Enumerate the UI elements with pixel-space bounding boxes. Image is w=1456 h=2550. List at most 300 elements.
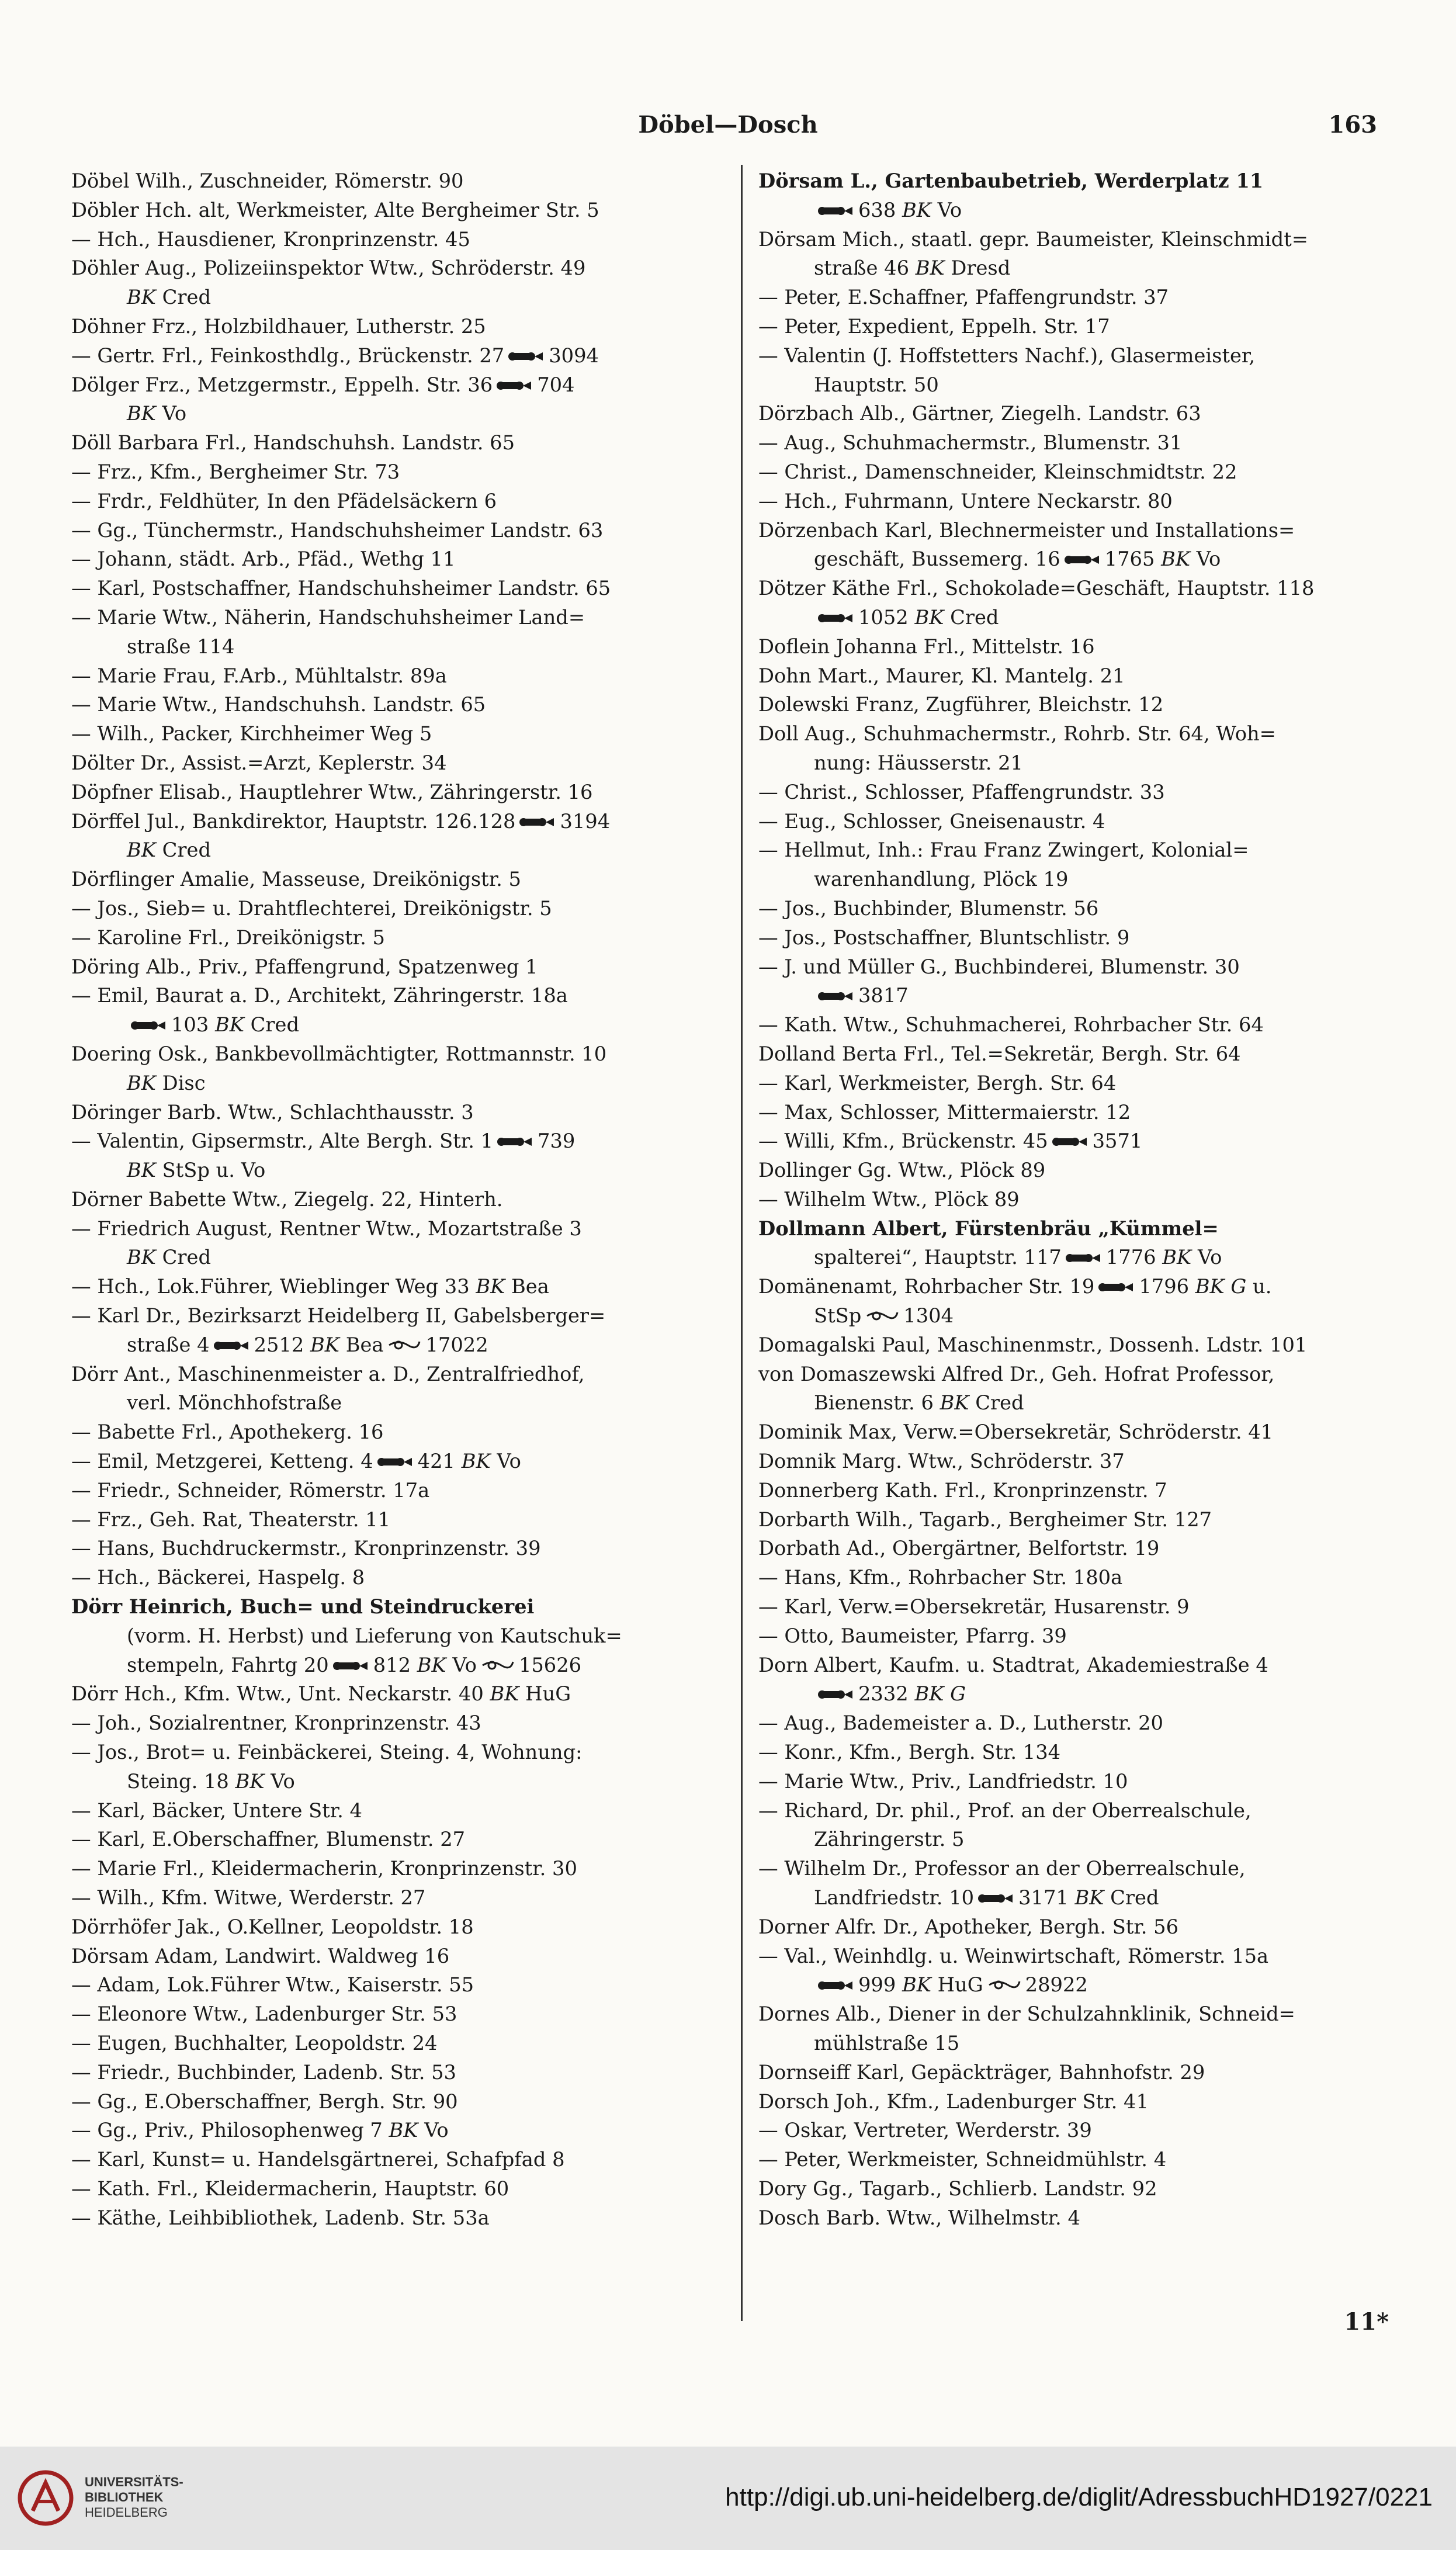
bank-code: BK [127,402,156,425]
directory-line [71,1156,726,1185]
directory-line [71,749,726,778]
directory-line [758,1796,1451,1825]
directory-line [758,1156,1451,1185]
directory-line [71,1942,726,1971]
entry-text: Döpfner Elisab., Hauptlehrer Wtw., Zähringerstr. 16 [71,780,593,803]
bank-code: BK [476,1275,505,1298]
entry-text: Dory Gg., Tagarb., Schlierb. Landstr. 92 [758,2177,1157,2200]
directory-line [758,196,1451,225]
directory-line [71,399,726,428]
entry-text: 3094 [549,344,599,367]
bank-code: BK [1162,1246,1192,1269]
entry-text: — Eug., Schlosser, Gneisenaustr. 4 [758,809,1105,833]
directory-line [71,2029,726,2058]
entry-text: — Hellmut, Inh.: Frau Franz Zwingert, Kolonial= [758,839,1249,862]
entry-text: — Hch., Hausdiener, Kronprinzenstr. 45 [71,227,470,251]
entry-text: straße 4 [127,1333,210,1356]
bank-code: BK [902,1973,931,1997]
entry-text: — Karoline Frl., Dreikönigstr. 5 [71,926,385,949]
directory-line [758,2000,1451,2029]
entry-text: Vo [1191,1246,1222,1269]
directory-line [758,1505,1451,1534]
postal-horn-icon [387,1331,422,1345]
directory-line [71,894,726,923]
directory-line [71,1214,726,1243]
entry-text: — Gg., Tünchermstr., Handschuhsheimer Landstr. 63 [71,518,604,542]
directory-line [758,1563,1451,1592]
directory-line [758,1185,1451,1214]
telephone-icon [332,1659,370,1672]
entry-text: — Gg., Priv., Philosophenweg 7 [71,2119,389,2142]
entry-text: — Jos., Postschaffner, Bluntschlistr. 9 [758,926,1130,949]
entry-text: — Val., Weinhdlg. u. Weinwirtschaft, Römerstr. 15a [758,1944,1269,1967]
directory-line [758,1679,1451,1709]
bank-code: BK [490,1682,519,1706]
entry-text: Döbel Wilh., Zuschneider, Römerstr. 90 [71,169,464,192]
directory-line [71,1970,726,2000]
directory-line [71,690,726,719]
directory-line [758,1738,1451,1767]
entry-text: Dörr Heinrich, Buch= und Steindruckerei [71,1595,535,1619]
directory-line [71,1272,726,1301]
directory-line [71,196,726,225]
entry-text: verl. Mönchhofstraße [127,1391,342,1415]
directory-line [758,1970,1451,2000]
entry-text: — Frdr., Feldhüter, In den Pfädelsäckern 6 [71,489,497,512]
bank-code: BK [389,2119,418,2142]
directory-line [71,167,726,196]
entry-text: Bea [339,1333,384,1356]
entry-text: — J. und Müller G., Buchbinderei, Blumenstr. 30 [758,955,1240,978]
entry-text: Doering Osk., Bankbevollmächtigter, Rottmannstr. 10 [71,1042,607,1065]
entry-text: — Karl, Postschaffner, Handschuhsheimer Landstr. 65 [71,577,611,600]
entry-text: Dolewski Franz, Zugführer, Bleichstr. 12 [758,693,1164,716]
bank-code: BK [940,1391,969,1415]
entry-text: Cred [155,839,212,862]
bank-code: BK [1161,548,1191,571]
directory-line [71,2203,726,2233]
directory-line [71,1505,726,1534]
directory-line [71,1592,726,1622]
telephone-icon [1098,1281,1135,1294]
entry-text: — Kath. Frl., Kleidermacherin, Hauptstr. 60 [71,2177,509,2200]
entry-text: 999 [858,1973,903,1997]
entry-text: nung: Häusserstr. 21 [814,751,1023,774]
entry-text: Dresd [944,257,1011,280]
bank-code: BK [127,286,156,309]
entry-text: Döhler Aug., Polizeiinspektor Wtw., Schröderstr. 49 [71,257,586,280]
entry-text: 739 [538,1130,576,1153]
directory-line [71,778,726,807]
directory-line [758,923,1451,952]
entry-text: Doll Aug., Schuhmachermstr., Rohrb. Str. 64, Woh= [758,722,1276,746]
entry-text: Domänenamt, Rohrbacher Str. 19 [758,1275,1095,1298]
directory-line [71,1447,726,1476]
entry-text: 1765 [1104,548,1162,571]
directory-line [758,487,1451,516]
directory-line [758,1040,1451,1069]
directory-line [758,2145,1451,2174]
entry-text: Cred [944,605,999,629]
directory-line [71,1010,726,1040]
entry-text: — Wilh., Packer, Kirchheimer Weg 5 [71,722,432,746]
entry-text: Dorner Alfr. Dr., Apotheker, Bergh. Str. 56 [758,1915,1179,1938]
entry-text: Vo [418,2119,449,2142]
entry-text: 28922 [1025,1973,1088,1997]
entry-text: — Emil, Baurat a. D., Architekt, Zähringerstr. 18a [71,984,568,1007]
postal-horn-icon [480,1651,515,1665]
library-name-line1: UNIVERSITÄTS- [85,2475,183,2489]
entry-text: — Friedr., Schneider, Römerstr. 17a [71,1478,430,1502]
entry-text: Dolland Berta Frl., Tel.=Sekretär, Bergh. Str. 64 [758,1042,1241,1065]
telephone-icon [130,1019,168,1032]
directory-line [71,428,726,458]
telephone-icon [519,816,556,829]
postal-horn-icon [987,1971,1022,1985]
entry-text: Döbler Hch. alt, Werkmeister, Alte Bergheimer Str. 5 [71,198,599,221]
directory-line [71,1098,726,1127]
entry-text: spalterei“, Hauptstr. 117 [814,1246,1062,1269]
entry-text: warenhandlung, Plöck 19 [814,868,1069,891]
entry-text: stempeln, Fahrtg 20 [127,1653,329,1676]
entry-text: Dölger Frz., Metzgermstr., Eppelh. Str. 36 [71,373,493,396]
directory-line [758,1331,1451,1360]
directory-line [758,254,1451,283]
directory-line [758,458,1451,487]
entry-text: Steing. 18 [127,1769,235,1793]
directory-line [758,1098,1451,1127]
telephone-icon [977,1892,1015,1905]
directory-line [71,487,726,516]
entry-text: Döhner Frz., Holzbildhauer, Lutherstr. 25 [71,314,486,338]
directory-line [758,981,1451,1010]
entry-text: — Friedrich August, Rentner Wtw., Mozartstraße 3 [71,1217,582,1240]
directory-line [758,341,1451,370]
entry-text: — Karl, Kunst= u. Handelsgärtnerei, Schafpfad 8 [71,2148,565,2171]
entry-text: — Max, Schlosser, Mittermaierstr. 12 [758,1100,1131,1124]
entry-text: Dörzenbach Karl, Blechnermeister und Installations= [758,518,1295,542]
entry-text: Dörr Hch., Kfm. Wtw., Unt. Neckarstr. 40 [71,1682,490,1706]
directory-line [71,1738,726,1767]
directory-line [758,1243,1451,1272]
directory-line [71,865,726,894]
entry-text: geschäft, Bussemerg. 16 [814,548,1060,571]
directory-line [758,778,1451,807]
directory-line [758,225,1451,254]
directory-line [71,1854,726,1883]
entry-text: — Hans, Buchdruckermstr., Kronprinzenstr. 39 [71,1537,541,1560]
directory-line [758,1592,1451,1622]
directory-line [758,1476,1451,1505]
entry-text: Dörsam L., Gartenbaubetrieb, Werderplatz 11 [758,169,1264,192]
entry-text: Cred [155,286,212,309]
entry-text: — Frz., Kfm., Bergheimer Str. 73 [71,460,400,483]
directory-line [71,1418,726,1447]
entry-text: — Peter, Werkmeister, Schneidmühlstr. 4 [758,2148,1167,2171]
directory-line [71,225,726,254]
entry-text: Dorsch Joh., Kfm., Ladenburger Str. 41 [758,2090,1149,2113]
entry-text: Dorn Albert, Kaufm. u. Stadtrat, Akademiestraße 4 [758,1653,1268,1676]
directory-line [71,952,726,982]
entry-text: — Marie Wtw., Priv., Landfriedstr. 10 [758,1769,1128,1793]
telephone-icon [1052,1135,1089,1148]
directory-line [71,661,726,691]
directory-line [71,1185,726,1214]
entry-text: StSp u. Vo [155,1159,266,1182]
entry-text: Döll Barbara Frl., Handschuhsh. Landstr. 65 [71,431,515,455]
entry-text: Cred [155,1246,212,1269]
entry-text: — Hans, Kfm., Rohrbacher Str. 180a [758,1566,1123,1589]
entry-text: 3171 [1018,1886,1075,1910]
entry-text: — Jos., Brot= u. Feinbäckerei, Steing. 4, Wohnung: [71,1741,583,1764]
entry-text: — Jos., Sieb= u. Drahtflechterei, Dreikönigstr. 5 [71,896,552,920]
library-name-line3: HEIDELBERG [85,2505,168,2520]
telephone-icon [817,612,855,625]
column-divider [741,165,743,2321]
directory-line [71,1912,726,1942]
entry-text: HuG [931,1973,983,1997]
directory-line [758,1883,1451,1912]
entry-text: — Marie Wtw., Näherin, Handschuhsheimer Land= [71,605,585,629]
entry-text: — Richard, Dr. phil., Prof. an der Oberrealschule, [758,1799,1252,1822]
entry-text: — Marie Frau, F.Arb., Mühltalstr. 89a [71,664,447,687]
entry-text: — Eugen, Buchhalter, Leopoldstr. 24 [71,2032,438,2054]
entry-text: Dörsam Mich., staatl. gepr. Baumeister, Kleinschmidt= [758,227,1308,251]
entry-text: Dohn Mart., Maurer, Kl. Mantelg. 21 [758,664,1125,687]
telephone-icon [496,379,533,392]
bank-code: BK [915,257,945,280]
directory-line [758,1272,1451,1301]
directory-line [71,719,726,749]
directory-line [758,2087,1451,2116]
directory-line [71,836,726,865]
source-url-link[interactable]: http://digi.ub.uni-heidelberg.de/diglit/AdressbuchHD1927/0221 [725,2483,1433,2511]
bank-code: BK [902,198,931,221]
entry-text: — Hch., Bäckerei, Haspelg. 8 [71,1566,365,1589]
entry-text: Dörsam Adam, Landwirt. Waldweg 16 [71,1944,450,1967]
directory-line [758,574,1451,603]
entry-text: — Christ., Damenschneider, Kleinschmidtstr. 22 [758,460,1237,483]
telephone-icon [817,1979,855,1992]
directory-line [758,749,1451,778]
entry-text: 3817 [858,984,909,1007]
directory-line [71,603,726,632]
entry-text: — Marie Wtw., Handschuhsh. Landstr. 65 [71,693,486,716]
entry-text: — Aug., Schuhmachermstr., Blumenstr. 31 [758,431,1183,455]
entry-text: Domnik Marg. Wtw., Schröderstr. 37 [758,1450,1125,1473]
directory-line [758,1651,1451,1680]
entry-text: — Emil, Metzgerei, Ketteng. 4 [71,1450,373,1473]
entry-text: — Valentin, Gipsermstr., Alte Bergh. Str. 1 [71,1130,494,1153]
directory-line [71,2174,726,2203]
directory-line [71,1709,726,1738]
directory-line [71,2145,726,2174]
entry-text: Vo [155,402,187,425]
directory-line [758,1825,1451,1854]
entry-text: — Käthe, Leihbibliothek, Ladenb. Str. 53a [71,2206,490,2229]
entry-text: Bienenstr. 6 [814,1391,940,1415]
directory-line [758,719,1451,749]
directory-line [758,283,1451,312]
right-column [758,167,1451,2329]
entry-text: 638 [858,198,903,221]
bank-code: BK G [1195,1275,1247,1298]
directory-line [71,632,726,661]
library-logo-icon [16,2469,75,2527]
directory-line [71,1069,726,1098]
entry-text: — Hch., Lok.Führer, Wieblinger Weg 33 [71,1275,476,1298]
entry-text: Döringer Barb. Wtw., Schlachthausstr. 3 [71,1100,474,1124]
entry-text: — Friedr., Buchbinder, Ladenb. Str. 53 [71,2060,456,2084]
directory-line [71,1679,726,1709]
library-name-line2: BIBLIOTHEK [85,2490,164,2504]
entry-text: Cred [244,1013,300,1037]
directory-line [758,865,1451,894]
directory-line [758,1360,1451,1389]
entry-text: — Valentin (J. Hoffstetters Nachf.), Glasermeister, [758,344,1256,367]
entry-text: — Eleonore Wtw., Ladenburger Str. 53 [71,2002,457,2026]
entry-text: Dorbarth Wilh., Tagarb., Bergheimer Str. 127 [758,1508,1212,1531]
directory-line [71,1243,726,1272]
entry-text: — Wilh., Kfm. Witwe, Werderstr. 27 [71,1886,426,1910]
directory-line [71,1563,726,1592]
directory-line [758,1214,1451,1243]
page-header [0,111,1456,152]
directory-line [758,516,1451,545]
telephone-icon [817,1688,855,1701]
telephone-icon [1064,553,1101,566]
entry-text: 3571 [1092,1130,1143,1153]
directory-line [71,545,726,574]
entry-text: (vorm. H. Herbst) und Lieferung von Kautschuk= [127,1624,622,1647]
directory-line [71,923,726,952]
bank-code: BK [127,1159,156,1182]
directory-line [758,836,1451,865]
directory-line [71,1476,726,1505]
directory-line [71,283,726,312]
entry-text: Dornseiff Karl, Gepäckträger, Bahnhofstr. 29 [758,2060,1205,2084]
entry-text: Vo [1190,548,1221,571]
directory-line [758,2029,1451,2058]
directory-line [71,2058,726,2087]
entry-text: StSp [814,1304,862,1328]
telephone-icon [377,1456,414,1468]
directory-line [71,1301,726,1331]
directory-line [758,370,1451,400]
directory-line [758,603,1451,632]
entry-text: 1776 [1105,1246,1163,1269]
directory-line [758,690,1451,719]
directory-line [758,312,1451,341]
telephone-icon [1065,1252,1103,1264]
entry-text: 2332 [858,1682,915,1706]
entry-text: Dörzbach Alb., Gärtner, Ziegelh. Landstr. 63 [758,402,1201,425]
entry-text: — Konr., Kfm., Bergh. Str. 134 [758,1741,1061,1764]
directory-line [71,1651,726,1680]
bank-code: BK [461,1450,491,1473]
directory-line [758,1418,1451,1447]
bank-code: BK [127,839,156,862]
directory-line [71,1360,726,1389]
entry-text: — Karl, E.Oberschaffner, Blumenstr. 27 [71,1828,466,1851]
bank-code: BK [310,1333,339,1356]
entry-text: — Willi, Kfm., Brückenstr. 45 [758,1130,1048,1153]
entry-text: Vo [264,1769,295,1793]
entry-text: — Peter, Expedient, Eppelh. Str. 17 [758,314,1110,338]
entry-text: Dörr Ant., Maschinenmeister a. D., Zentralfriedhof, [71,1362,585,1385]
directory-line [758,2174,1451,2203]
left-column [71,167,726,2329]
entry-text: — Karl, Bäcker, Untere Str. 4 [71,1799,362,1822]
entry-text: — Frz., Geh. Rat, Theaterstr. 11 [71,1508,391,1531]
telephone-icon [497,1135,534,1148]
entry-text: — Karl, Werkmeister, Bergh. Str. 64 [758,1071,1117,1094]
entry-text: 812 [373,1653,417,1676]
entry-text: 704 [537,373,575,396]
directory-line [758,1767,1451,1796]
entry-text: — Adam, Lok.Führer Wtw., Kaiserstr. 55 [71,1973,474,1997]
bank-code: BK [914,605,944,629]
directory-line [71,516,726,545]
directory-line [758,1912,1451,1942]
entry-text: — Peter, E.Schaffner, Pfaffengrundstr. 37 [758,286,1169,309]
bank-code: BK [127,1071,156,1094]
entry-text: Cred [969,1391,1024,1415]
entry-text: — Karl Dr., Bezirksarzt Heidelberg II, Gabelsberger= [71,1304,606,1328]
entry-text: Dörflinger Amalie, Masseuse, Dreikönigstr. 5 [71,868,521,891]
directory-line [758,894,1451,923]
directory-line [758,661,1451,691]
directory-line [758,1709,1451,1738]
entry-text: — Hch., Fuhrmann, Untere Neckarstr. 80 [758,489,1173,512]
entry-text: Landfriedstr. 10 [814,1886,975,1910]
entry-text: 103 [171,1013,216,1037]
directory-line [71,2087,726,2116]
directory-line [758,632,1451,661]
entry-text: — Wilhelm Dr., Professor an der Oberrealschule, [758,1857,1246,1880]
directory-line [758,1069,1451,1098]
directory-line [758,545,1451,574]
entry-text: — Kath. Wtw., Schuhmacherei, Rohrbacher Str. 64 [758,1013,1264,1037]
directory-line [71,807,726,836]
entry-text: — Oskar, Vertreter, Werderstr. 39 [758,2119,1092,2142]
entry-text: 421 [417,1450,462,1473]
library-name [85,2475,183,2520]
entry-text: — Johann, städt. Arb., Pfäd., Wethg 11 [71,548,456,571]
directory-line [71,1796,726,1825]
directory-line [758,1127,1451,1156]
entry-text: — Christ., Schlosser, Pfaffengrundstr. 33 [758,780,1165,803]
signature-mark: 11* [1344,2308,1389,2336]
entry-text: Hauptstr. 50 [814,373,939,396]
entry-text: HuG [519,1682,571,1706]
directory-line [71,341,726,370]
directory-line [71,1040,726,1069]
entry-text: — Jos., Buchbinder, Blumenstr. 56 [758,896,1099,920]
entry-text: mühlstraße 15 [814,2032,960,2054]
directory-line [71,2000,726,2029]
directory-line [71,1127,726,1156]
telephone-icon [508,350,545,363]
entry-text: 2512 [254,1333,311,1356]
directory-line [758,2116,1451,2145]
entry-text: Bea [505,1275,549,1298]
directory-line [71,254,726,283]
directory-line [71,1534,726,1563]
directory-line [758,2058,1451,2087]
entry-text: Dölter Dr., Assist.=Arzt, Keplerstr. 34 [71,751,447,774]
entry-text: — Marie Frl., Kleidermacherin, Kronprinzenstr. 30 [71,1857,577,1880]
